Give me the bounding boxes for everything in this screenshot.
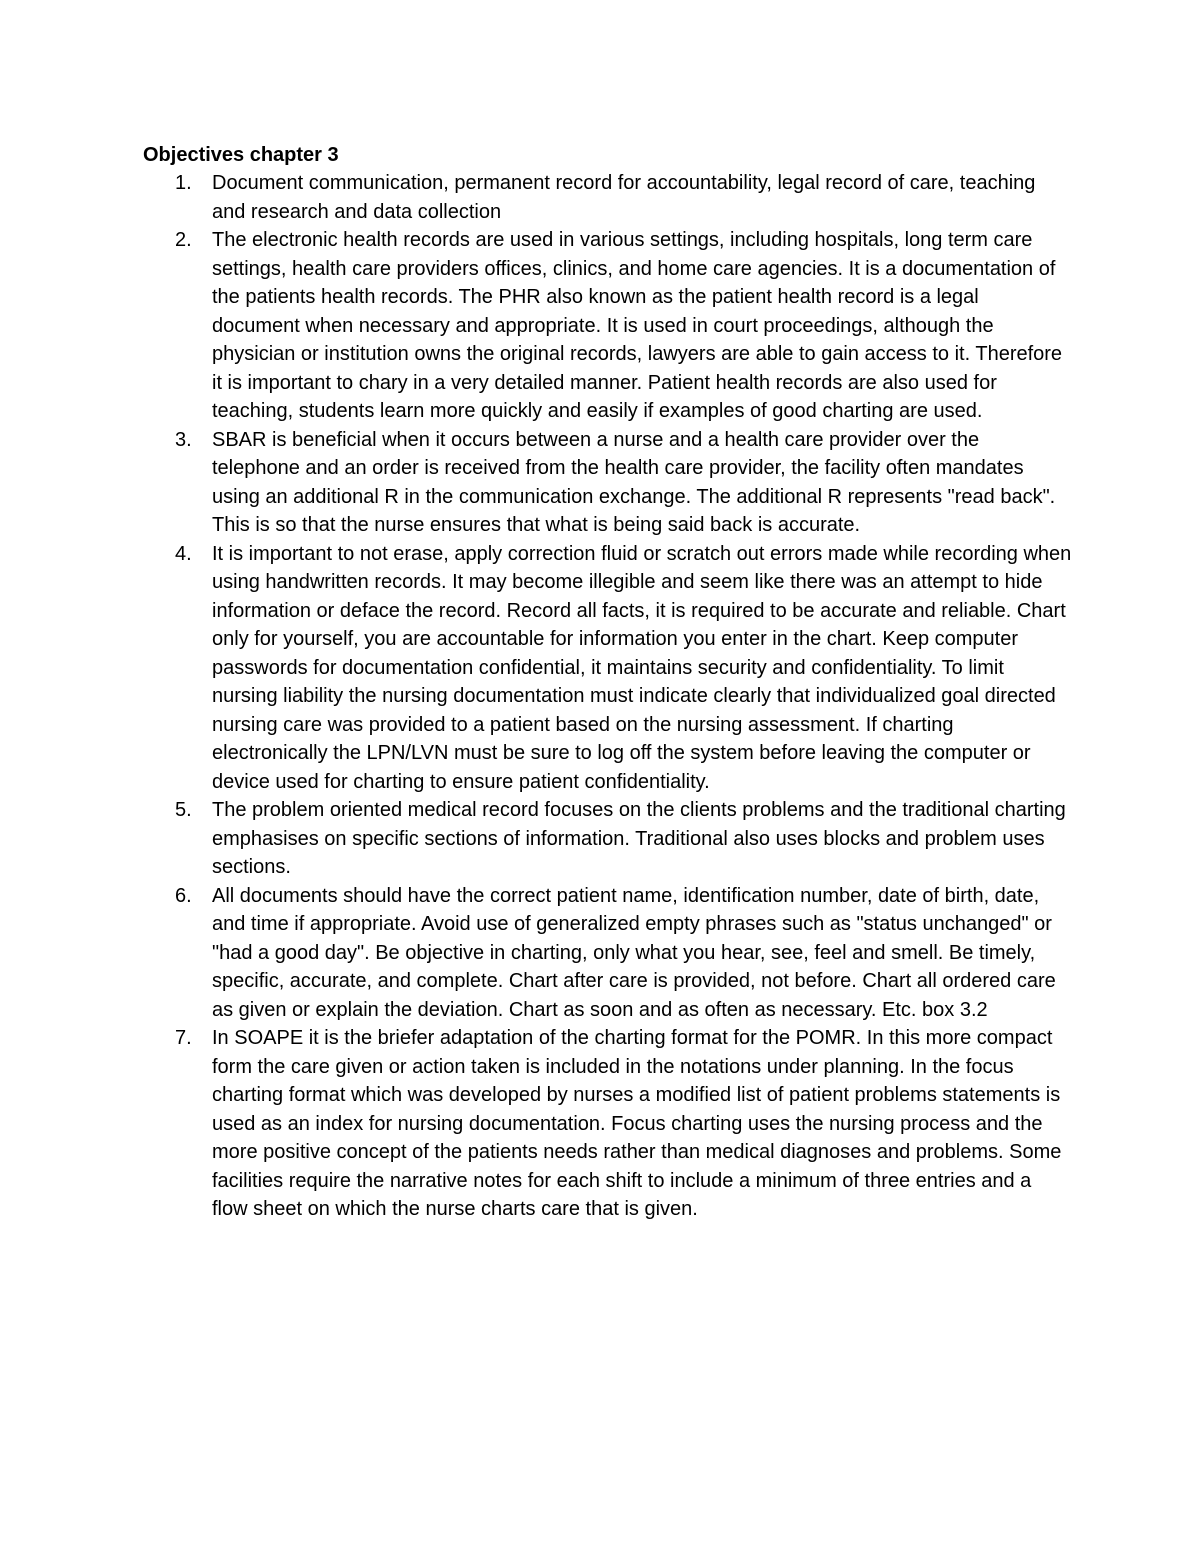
list-item-number: 2. bbox=[175, 229, 192, 251]
list-item-number: 4. bbox=[175, 542, 192, 565]
document-title: Objectives chapter 3 bbox=[143, 144, 339, 166]
list-item-text: In SOAPE it is the briefer adaptation of the charting format for the POMR. In this more compact form the care given or action taken is included in the notations under planning. In the focus charting format which was developed by nurses a modified list of patient problems statements is used as an index for nursing documentation. Focus charting uses the nursing process and the more positive concept of the patients needs rather than medical diagnoses and problems. Some facilities require the narrative notes for each shift to include a minimum of three entries and a flow sheet on which the nurse charts care that is given. bbox=[212, 1027, 1062, 1220]
list-item bbox=[175, 540, 1072, 797]
list-item-text: The problem oriented medical record focuses on the clients problems and the traditional charting emphasises on specific sections of information. Traditional also uses blocks and problem uses sections. bbox=[212, 799, 1066, 878]
list-item-text: SBAR is beneficial when it occurs between a nurse and a health care provider over the telephone and an order is received from the health care provider, the facility often mandates using an additional R in the communication exchange. The additional R represents "read back". This is so that the nurse ensures that what is being said back is accurate. bbox=[212, 428, 1056, 536]
list-item-text: All documents should have the correct patient name, identification number, date of birth, date, and time if appropriate. Avoid use of generalized empty phrases such as "status unchanged" or "had a good day". Be objective in charting, only what you hear, see, feel and smell. Be timely, specific, accurate, and complete. Chart after care is provided, not before. Chart all ordered care as given or explain the deviation. Chart as soon and as often as necessary. Etc. box 3.2 bbox=[212, 884, 1056, 1021]
list-item bbox=[175, 882, 1072, 1025]
list-item-number: 6. bbox=[175, 884, 192, 907]
list-item-number: 1. bbox=[175, 172, 192, 194]
list-item-number: 3. bbox=[175, 428, 192, 451]
list-item-text: It is important to not erase, apply correction fluid or scratch out errors made while recording when using handwritten records. It may become illegible and seem like there was an attempt to hide information or deface the record. Record all facts, it is required to be accurate and reliable. Chart only for yourself, you are accountable for information you enter in the chart. Keep computer passwords for documentation confidential, it maintains security and confidentiality. To limit nursing liability the nursing documentation must indicate clearly that individualized goal directed nursing care was provided to a patient based on the nursing assessment. If charting electronically the LPN/LVN must be sure to log off the system before leaving the computer or device used for charting to ensure patient confidentiality. bbox=[212, 542, 1072, 793]
list-item bbox=[175, 169, 1072, 226]
list-item bbox=[175, 796, 1072, 882]
list-item bbox=[175, 1024, 1072, 1224]
list-item bbox=[175, 426, 1072, 540]
list-item-number: 5. bbox=[175, 799, 192, 821]
list-item-text: Document communication, permanent record for accountability, legal record of care, teaching and research and data collection bbox=[212, 172, 1036, 223]
list-item bbox=[175, 226, 1072, 426]
objectives-list bbox=[175, 169, 1072, 1224]
list-item-text: The electronic health records are used in various settings, including hospitals, long term care settings, health care providers offices, clinics, and home care agencies. It is a documentation of the patients health records. The PHR also known as the patient health record is a legal document when necessary and appropriate. It is used in court proceedings, although the physician or institution owns the original records, lawyers are able to gain access to it. Therefore it is important to chary in a very detailed manner. Patient health records are also used for teaching, students learn more quickly and easily if examples of good charting are used. bbox=[212, 229, 1063, 422]
list-item-number: 7. bbox=[175, 1027, 192, 1049]
